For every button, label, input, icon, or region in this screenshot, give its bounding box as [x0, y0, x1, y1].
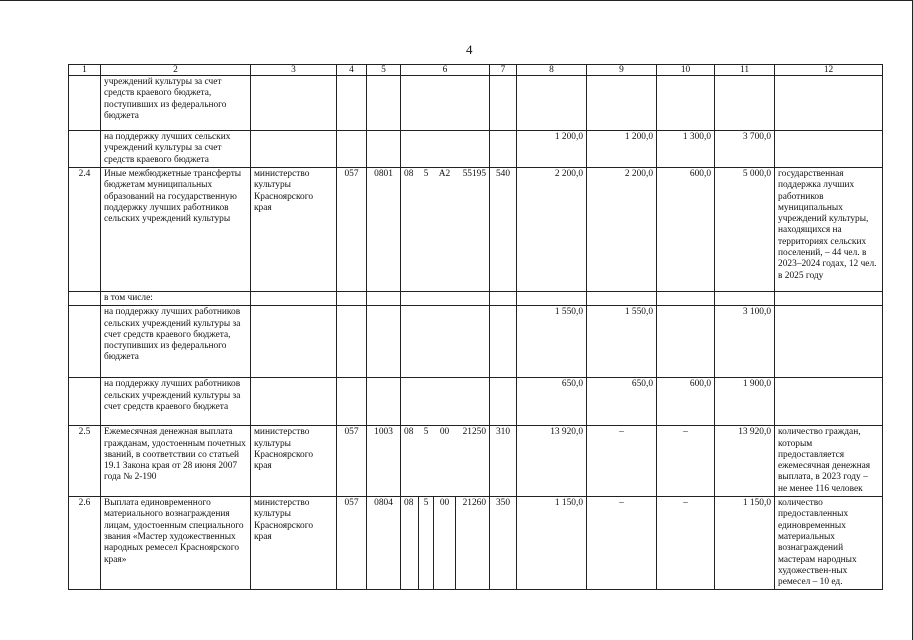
ministry: министерство культуры Красноярского края	[251, 497, 337, 590]
csr-code-part: 00	[434, 497, 456, 590]
page-top-edge	[0, 0, 913, 1]
value-2025: 1 300,0	[657, 131, 715, 168]
value-total: 3 100,0	[715, 306, 775, 378]
value-total: 5 000,0	[715, 168, 775, 292]
table-row	[69, 426, 883, 497]
value-2023: 1 550,0	[517, 306, 587, 378]
table-row	[69, 76, 883, 131]
value-2024: 2 200,0	[587, 168, 657, 292]
header-cell: 4	[337, 65, 367, 76]
header-cell: 12	[775, 65, 883, 76]
row-description: Иные межбюджетные трансферты бюджетам муниципальных образований на государственную поддержку лучших работников сельских учреждений культуры	[101, 168, 251, 292]
csr-code-part: 5	[419, 426, 434, 497]
table-row	[69, 497, 883, 590]
table-row	[69, 292, 883, 306]
table-row	[69, 306, 883, 378]
row-number: 2.6	[69, 497, 101, 590]
row-number: 2.5	[69, 426, 101, 497]
value-2024: 650,0	[587, 378, 657, 426]
ministry: министерство культуры Красноярского края	[251, 168, 337, 292]
csr-code-part: 5	[419, 497, 434, 590]
header-cell: 7	[490, 65, 517, 76]
value-2024: –	[587, 426, 657, 497]
value-2025: 600,0	[657, 168, 715, 292]
header-cell: 10	[657, 65, 715, 76]
value-2023: 650,0	[517, 378, 587, 426]
table-row	[69, 378, 883, 426]
csr-code-part: 08	[401, 497, 419, 590]
row-description: в том числе:	[101, 292, 251, 306]
value-2024: –	[587, 497, 657, 590]
value-2025	[657, 306, 715, 378]
vr-code: 540	[490, 168, 517, 292]
row-description: Ежемесячная денежная выплата гражданам, удостоенным почетных званий, в соответствии со статьей 19.1 Закона края от 28 июня 2007 года № 2-190	[101, 426, 251, 497]
csr-code-part: 5	[419, 168, 434, 292]
value-total: 1 150,0	[715, 497, 775, 590]
row-description: Выплата единовременного материального вознаграждения лицам, удостоенным специального звания «Мастер художественных народных ремесел Красноярского края»	[101, 497, 251, 590]
header-cell: 8	[517, 65, 587, 76]
header-cell: 3	[251, 65, 337, 76]
header-cell: 5	[367, 65, 401, 76]
row-description: учреждений культуры за счет средств краевого бюджета, поступивших из федерального бюджета	[101, 76, 251, 131]
rzpr-code: 0804	[367, 497, 401, 590]
ministry: министерство культуры Красноярского края	[251, 426, 337, 497]
value-2024: 1 550,0	[587, 306, 657, 378]
csr-code-part: 55195	[456, 168, 490, 292]
header-cell: 9	[587, 65, 657, 76]
row-description: на поддержку лучших сельских учреждений культуры за счет средств краевого бюджета	[101, 131, 251, 168]
csr-code-part: A2	[434, 168, 456, 292]
value-2023: 1 150,0	[517, 497, 587, 590]
grbs-code: 057	[337, 168, 367, 292]
value-total: 1 900,0	[715, 378, 775, 426]
header-cell: 1	[69, 65, 101, 76]
budget-table	[68, 64, 883, 590]
value-2025: 600,0	[657, 378, 715, 426]
value-2024: 1 200,0	[587, 131, 657, 168]
table-header-row	[69, 65, 883, 76]
value-2023: 1 200,0	[517, 131, 587, 168]
header-cell: 2	[101, 65, 251, 76]
rzpr-code: 1003	[367, 426, 401, 497]
vr-code: 350	[490, 497, 517, 590]
row-description: на поддержку лучших работников сельских учреждений культуры за счет средств краевого бюджета	[101, 378, 251, 426]
table-row	[69, 168, 883, 292]
header-cell: 11	[715, 65, 775, 76]
row-number: 2.4	[69, 168, 101, 292]
value-total: 13 920,0	[715, 426, 775, 497]
value-2025: –	[657, 426, 715, 497]
csr-code-part: 08	[401, 426, 419, 497]
vr-code: 310	[490, 426, 517, 497]
csr-code-part: 08	[401, 168, 419, 292]
value-2023: 2 200,0	[517, 168, 587, 292]
table-row	[69, 131, 883, 168]
csr-code-part: 21250	[456, 426, 490, 497]
expected-result: государственная поддержка лучших работников муниципальных учреждений культуры, находящихся на территориях сельских поселений, – 44 чел. в 2023–2024 годах, 12 чел. в 2025 году	[775, 168, 883, 292]
page-number: 4	[466, 42, 473, 57]
value-total: 3 700,0	[715, 131, 775, 168]
value-2025: –	[657, 497, 715, 590]
expected-result: количество граждан, которым предоставляется ежемесячная денежная выплата, в 2023 году – не менее 116 человек	[775, 426, 883, 497]
rzpr-code: 0801	[367, 168, 401, 292]
expected-result: количество предоставленных единовременных материальных вознаграждений мастерам народных художествен-ных ремесел – 10 ед.	[775, 497, 883, 590]
row-description: на поддержку лучших работников сельских учреждений культуры за счет средств краевого бюджета, поступивших из федерального бюджета	[101, 306, 251, 378]
csr-code-part: 21260	[456, 497, 490, 590]
grbs-code: 057	[337, 497, 367, 590]
value-2023: 13 920,0	[517, 426, 587, 497]
grbs-code: 057	[337, 426, 367, 497]
header-cell: 6	[401, 65, 490, 76]
csr-code-part: 00	[434, 426, 456, 497]
